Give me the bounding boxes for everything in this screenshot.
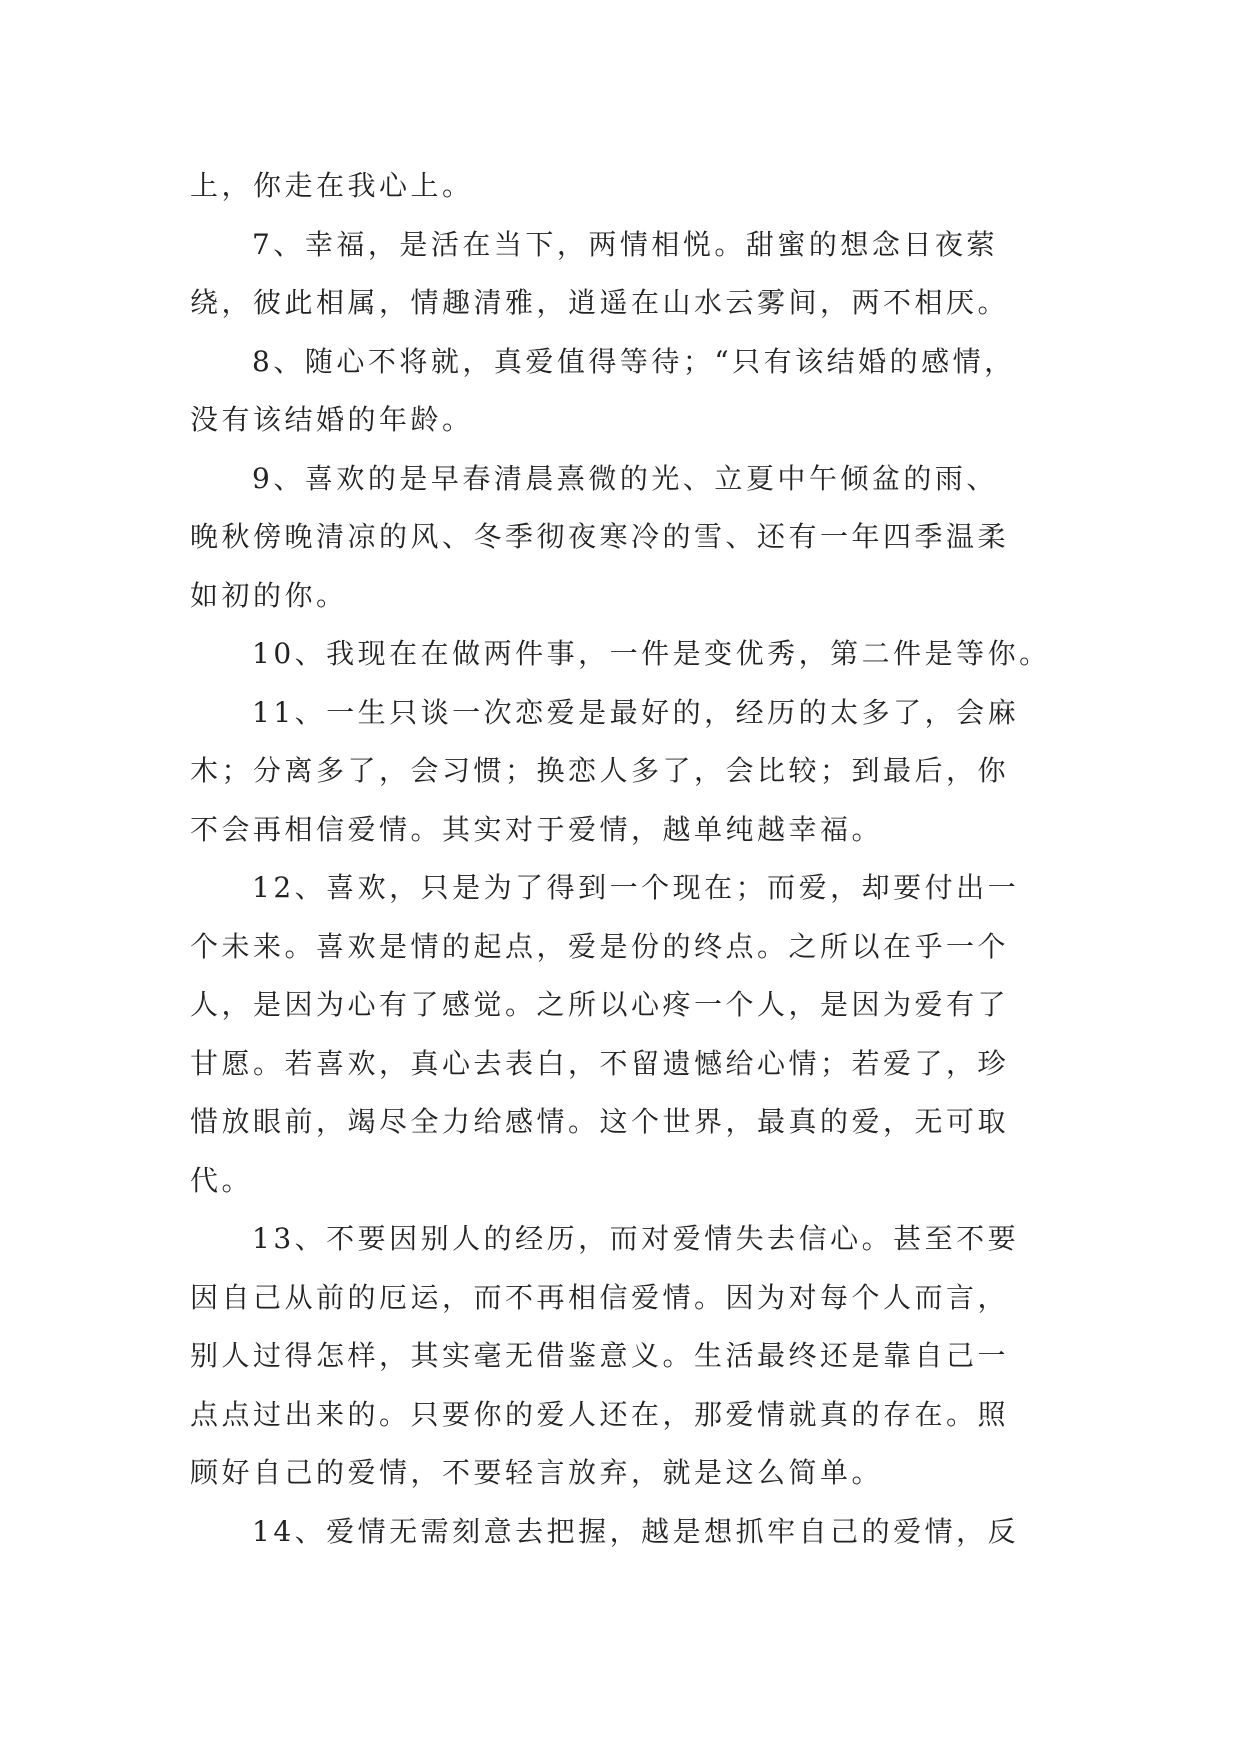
text-line: 点点过出来的。只要你的爱人还在，那爱情就真的存在。照 (190, 1397, 1010, 1431)
text-line: 代。 (190, 1163, 254, 1197)
text-line: 12、喜欢，只是为了得到一个现在；而爱，却要付出一 (252, 871, 1020, 904)
text-line: 顾好自己的爱情，不要轻言放弃，就是这么简单。 (190, 1456, 884, 1489)
text-line: 上，你走在我心上。 (190, 169, 474, 202)
text-line: 10、我现在在做两件事，一件是变优秀，第二件是等你。 (252, 637, 1051, 670)
text-line: 9、喜欢的是早春清晨熹微的光、立夏中午倾盆的雨、 (252, 461, 998, 495)
text-line: 木；分离多了，会习惯；换恋人多了，会比较；到最后，你 (190, 754, 1010, 787)
document-body (190, 157, 1050, 1561)
text-line: 没有该结婚的年龄。 (190, 403, 474, 436)
text-line: 如初的你。 (190, 578, 348, 612)
text-line: 人，是因为心有了感觉。之所以心疼一个人，是因为爱有了 (190, 988, 1010, 1021)
text-line: 11、一生只谈一次恋爱是最好的，经历的太多了，会麻 (252, 695, 1020, 729)
text-line: 别人过得怎样，其实毫无借鉴意义。生活最终还是靠自己一 (190, 1339, 1010, 1372)
text-line: 13、不要因别人的经历，而对爱情失去信心。甚至不要 (252, 1222, 1020, 1255)
text-line: 绕，彼此相属，情趣清雅，逍遥在山水云雾间，两不相厌。 (190, 286, 1010, 319)
text-line: 惜放眼前，竭尽全力给感情。这个世界，最真的爱，无可取 (190, 1105, 1010, 1138)
text-line: 个未来。喜欢是情的起点，爱是份的终点。之所以在乎一个 (190, 929, 1010, 963)
text-line: 晚秋傍晚清凉的风、冬季彻夜寒冷的雪、还有一年四季温柔 (190, 520, 1010, 553)
text-line: 甘愿。若喜欢，真心去表白，不留遗憾给心情；若爱了，珍 (190, 1046, 1010, 1080)
text-line: 因自己从前的厄运，而不再相信爱情。因为对每个人而言， (190, 1280, 1010, 1314)
text-line: 7、幸福，是活在当下，两情相悦。甜蜜的想念日夜萦 (252, 227, 998, 261)
text-line: 14、爱情无需刻意去把握，越是想抓牢自己的爱情，反 (252, 1514, 1020, 1548)
text-line: 8、随心不将就，真爱值得等待；“只有该结婚的感情， (252, 344, 1016, 378)
text-line: 不会再相信爱情。其实对于爱情，越单纯越幸福。 (190, 812, 884, 846)
